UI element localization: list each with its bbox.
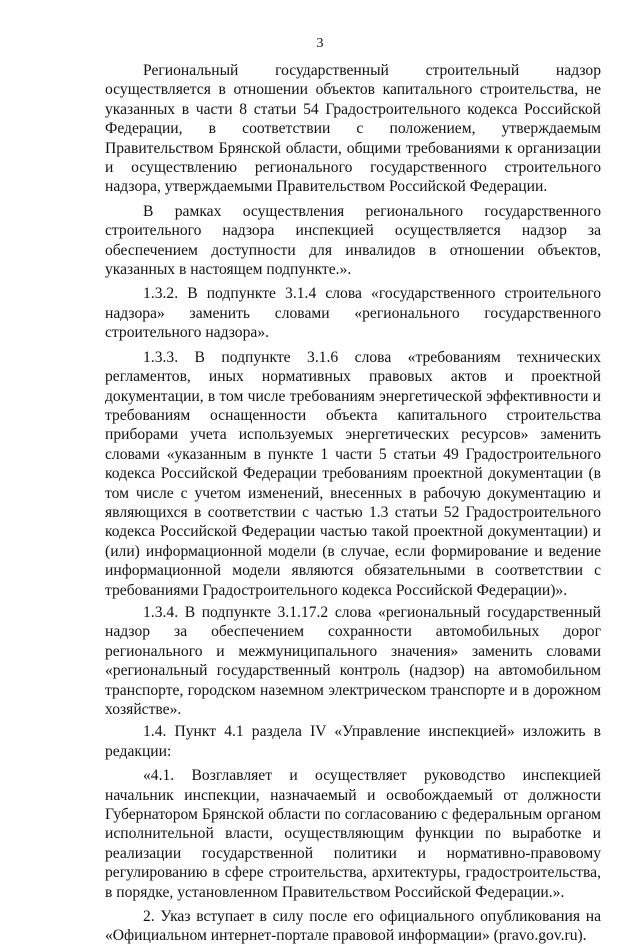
page-number: 3	[316, 36, 324, 51]
paragraph-1-3-2: 1.3.2. В подпункте 3.1.4 слова «государственного строительного надзора» заменить словами «регионального государственного строительного надзора».	[105, 285, 601, 342]
paragraph-1-3-3: 1.3.3. В подпункте 3.1.6 слова «требованиям технических регламентов, иных нормативных правовых актов и проектной документации, в том числе требованиям энергетической эффективности и требованиям оснащенности объекта капитального строительства приборами учета используемых энергетических ресурсов» заменить словами «указанным в пункте 1 части 5 статьи 49 Градостроительного кодекса Российской Федерации требованиям проектной документации (в том числе с учетом изменений, внесенных в рабочую документацию и являющихся в соответствии с частью 1.3 статьи 52 Градостроительного кодекса Российской Федерации частью такой проектной документации) и (или) информационной модели (в случае, если формирование и ведение информационной модели являются обязательными в соответствии с требованиями Градостроительного кодекса Российской Федерации)».	[105, 348, 601, 599]
paragraph-4-1-text: «4.1. Возглавляет и осуществляет руководство инспекцией начальник инспекции, назначаемый и освобождаемый от должности Губернатором Брянской области по согласованию с федеральным органом исполнительной власти, осуществляющим функции по выработке и реализации государственной политики и нормативно-правовому регулированию в сфере строительства, архитектуры, градостроительства, в порядке, установленном Правительством Российской Федерации.».	[105, 767, 601, 901]
document-body	[105, 61, 601, 946]
paragraph-regional-supervision: Региональный государственный строительный надзор осуществляется в отношении объектов капитального строительства, не указанных в части 8 статьи 54 Градостроительного кодекса Российской Федерации, в соответствии с положением, утверждаемым Правительством Брянской области, общими требованиями к организации и осуществлению регионального государственного строительного надзора, утверждаемыми Правительством Российской Федерации.	[105, 62, 601, 196]
paragraph-1-4: 1.4. Пункт 4.1 раздела IV «Управление инспекцией» изложить в редакции:	[105, 723, 601, 760]
paragraph-2-effective-date: 2. Указ вступает в силу после его официального опубликования на «Официальном интернет-портале правовой информации» (pravo.gov.ru).	[105, 908, 601, 945]
paragraph-accessibility-supervision: В рамках осуществления регионального государственного строительного надзора инспекцией осуществляется надзор за обеспечением доступности для инвалидов в отношении объектов, указанных в настоящем подпункте.».	[105, 202, 601, 279]
paragraph-1-3-4: 1.3.4. В подпункте 3.1.17.2 слова «региональный государственный надзор за обеспечением сохранности автомобильных дорог регионального и межмуниципального значения» заменить словами «региональный государственный контроль (надзор) на автомобильном транспорте, городском наземном электрическом транспорте и в дорожном хозяйстве».	[105, 603, 601, 718]
